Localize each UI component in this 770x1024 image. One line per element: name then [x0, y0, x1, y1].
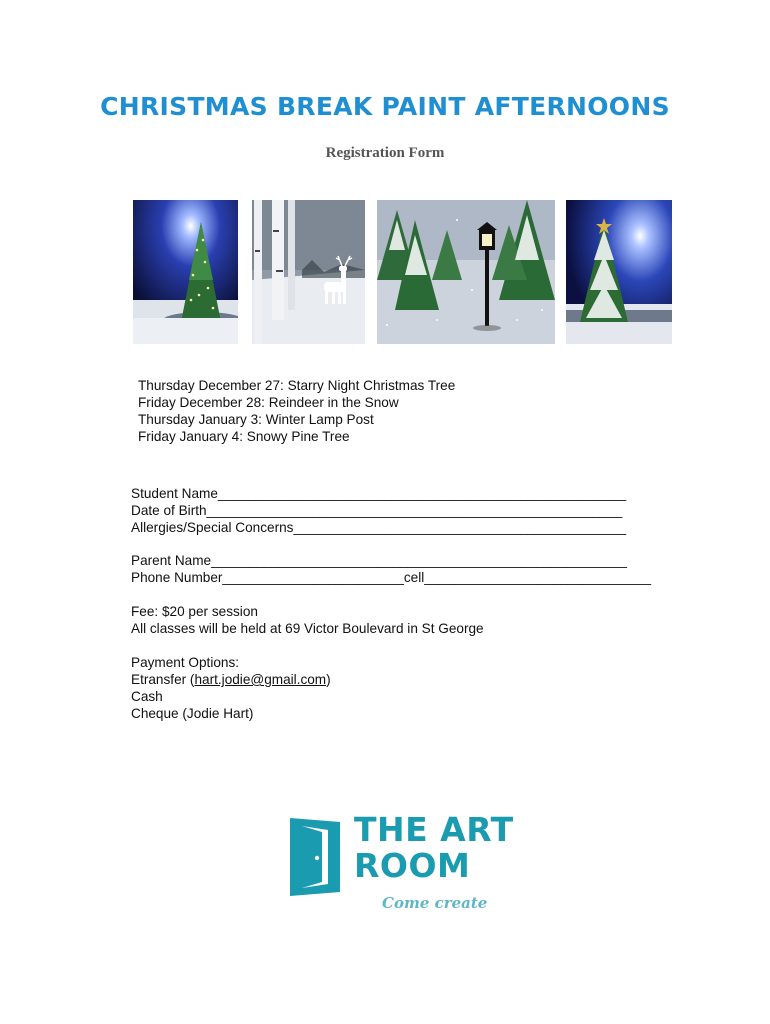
date-of-birth-field[interactable]: Date of Birth_______________________________________________________: [131, 503, 623, 518]
starry-night-tree-painting: [133, 200, 238, 344]
page-title: CHRISTMAS BREAK PAINT AFTERNOONS: [100, 92, 670, 121]
location-text: All classes will be held at 69 Victor Boulevard in St George: [131, 621, 484, 636]
email-link[interactable]: hart.jodie@gmail.com: [194, 672, 327, 687]
payment-etransfer: [131, 671, 331, 688]
logo-line1: THE ART: [354, 810, 514, 849]
reindeer-in-snow-painting: [252, 200, 365, 344]
schedule-item: Friday December 28: Reindeer in the Snow: [138, 395, 399, 410]
student-name-field[interactable]: Student Name______________________________________________________: [131, 486, 627, 501]
payment-heading: Payment Options:: [131, 655, 240, 670]
snowy-pine-tree-painting: [566, 200, 672, 344]
door-icon: [288, 818, 344, 896]
payment-options: [131, 654, 331, 722]
etransfer-suffix: ): [326, 672, 331, 687]
phone-number-field[interactable]: Phone Number________________________cell______________________________: [131, 570, 652, 585]
payment-cash: Cash: [131, 689, 163, 704]
page-subtitle: Registration Form: [325, 145, 445, 161]
schedule-item: Thursday January 3: Winter Lamp Post: [138, 412, 374, 427]
art-room-logo: [288, 812, 518, 922]
fee-text: Fee: $20 per session: [131, 604, 258, 619]
allergies-field[interactable]: Allergies/Special Concerns____________________________________________: [131, 520, 627, 535]
logo-wordmark: [354, 812, 514, 884]
logo-tagline: Come create: [382, 894, 488, 912]
logo-line2: ROOM: [354, 846, 471, 885]
fee-info: [131, 603, 484, 637]
etransfer-prefix: Etransfer (: [131, 672, 195, 687]
parent-name-field[interactable]: Parent Name_______________________________________________________: [131, 553, 627, 568]
schedule-list: [138, 377, 455, 445]
payment-cheque: Cheque (Jodie Hart): [131, 706, 254, 721]
schedule-item: Thursday December 27: Starry Night Christmas Tree: [138, 378, 456, 393]
schedule-item: Friday January 4: Snowy Pine Tree: [138, 429, 350, 444]
winter-lamp-post-painting: [377, 200, 555, 344]
